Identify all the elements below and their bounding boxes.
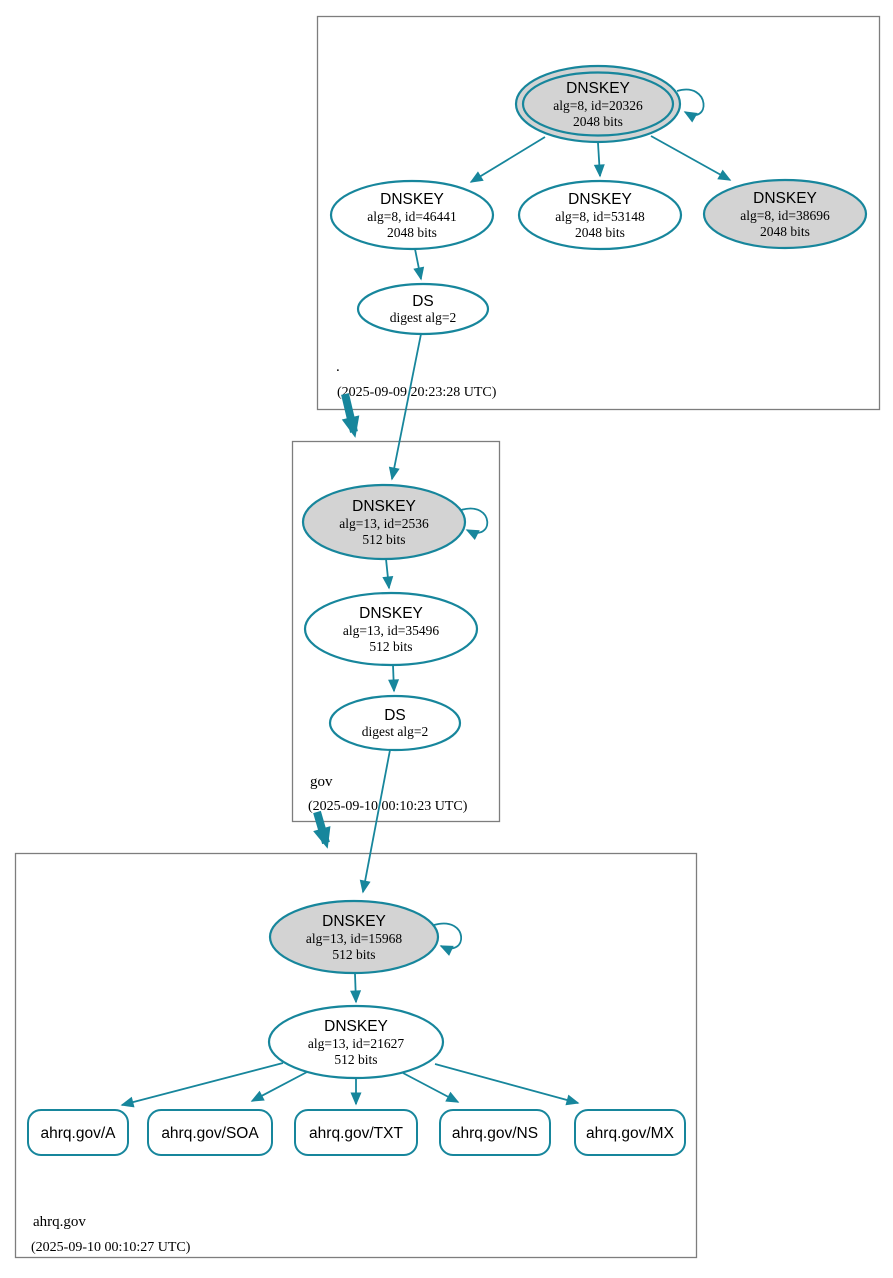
rrset-txt-label: ahrq.gov/TXT (309, 1125, 403, 1142)
edge-15968-to-21627 (355, 974, 356, 1002)
rrset-a-label: ahrq.gov/A (40, 1125, 116, 1142)
dnskey-node-2536 (303, 485, 465, 559)
ds-gov-detail: digest alg=2 (361, 724, 429, 739)
edge-20326-to-46441 (471, 137, 545, 182)
ds-root-detail: digest alg=2 (389, 310, 457, 325)
zone-gov (293, 442, 500, 822)
edge-20326-to-53148 (598, 143, 600, 176)
dnskey-38696-detail: alg=8, id=38696 (740, 208, 830, 223)
dnskey-node-35496 (305, 593, 477, 665)
dnskey-38696-bits: 2048 bits (760, 224, 810, 239)
dnskey-2536-bits: 512 bits (362, 532, 406, 547)
dnskey-node-21627 (269, 1006, 443, 1078)
dnskey-2536-detail: alg=13, id=2536 (339, 516, 429, 531)
dnskey-node-20326 (516, 66, 680, 142)
zone-gov-timestamp: (2025-09-10 00:10:23 UTC) (308, 799, 468, 814)
edge-21627-to-mx (435, 1064, 578, 1103)
dnskey-20326-title: DNSKEY (566, 80, 630, 97)
edge-21627-to-a (122, 1063, 283, 1105)
ds-node-root (358, 284, 488, 334)
zone-gov-label: gov (310, 774, 333, 790)
edge-ds-root-to-dnskey-2536 (392, 334, 421, 479)
edge-2536-to-35496 (386, 559, 389, 588)
zone-root-timestamp: (2025-09-09 20:23:28 UTC) (337, 385, 497, 400)
dnskey-35496-bits: 512 bits (369, 639, 413, 654)
dnskey-53148-bits: 2048 bits (575, 225, 625, 240)
dnskey-21627-detail: alg=13, id=21627 (307, 1036, 405, 1051)
dnskey-35496-title: DNSKEY (359, 605, 423, 622)
dnskey-node-15968 (270, 901, 438, 973)
rrset-node-ns (440, 1110, 550, 1155)
zone-ahrq-label: ahrq.gov (33, 1214, 86, 1230)
dnskey-46441-bits: 2048 bits (387, 225, 437, 240)
dnskey-2536-title: DNSKEY (352, 498, 416, 515)
edge-21627-to-soa (252, 1072, 307, 1101)
rrset-node-a (28, 1110, 128, 1155)
dnskey-node-46441 (331, 181, 493, 249)
dnskey-15968-detail: alg=13, id=15968 (305, 931, 403, 946)
dnskey-46441-title: DNSKEY (380, 191, 444, 208)
dnskey-15968-title: DNSKEY (322, 913, 386, 930)
dnskey-35496-detail: alg=13, id=35496 (342, 623, 440, 638)
dnskey-21627-bits: 512 bits (334, 1052, 378, 1067)
dnskey-15968-bits: 512 bits (332, 947, 376, 962)
dnskey-20326-bits: 2048 bits (573, 114, 623, 129)
dnskey-53148-detail: alg=8, id=53148 (555, 209, 645, 224)
ds-root-title: DS (412, 293, 434, 310)
ds-gov-title: DS (384, 707, 406, 724)
ds-node-gov (330, 696, 460, 750)
dnskey-node-38696 (704, 180, 866, 248)
dnskey-53148-title: DNSKEY (568, 191, 632, 208)
rrset-ns-label: ahrq.gov/NS (451, 1125, 539, 1142)
rrset-node-mx (575, 1110, 685, 1155)
edge-35496-to-ds (393, 665, 394, 691)
dnskey-node-53148 (519, 181, 681, 249)
rrset-mx-label: ahrq.gov/MX (586, 1125, 674, 1142)
edge-zone-gov-to-ahrq-delegation (317, 812, 326, 843)
zone-root-label: . (336, 359, 340, 375)
rrset-node-txt (295, 1110, 417, 1155)
rrset-node-soa (148, 1110, 272, 1155)
dnskey-20326-detail: alg=8, id=20326 (553, 98, 643, 113)
dnskey-38696-title: DNSKEY (753, 190, 817, 207)
edge-21627-to-ns (403, 1073, 458, 1102)
dnskey-46441-detail: alg=8, id=46441 (367, 209, 457, 224)
rrset-soa-label: ahrq.gov/SOA (161, 1125, 259, 1142)
zone-ahrq-timestamp: (2025-09-10 00:10:27 UTC) (31, 1240, 191, 1255)
zone-ahrq-gov (16, 854, 697, 1258)
edge-20326-to-38696 (651, 136, 730, 180)
dnskey-21627-title: DNSKEY (324, 1018, 388, 1035)
zone-root (318, 17, 880, 410)
edge-46441-to-ds (415, 249, 421, 279)
